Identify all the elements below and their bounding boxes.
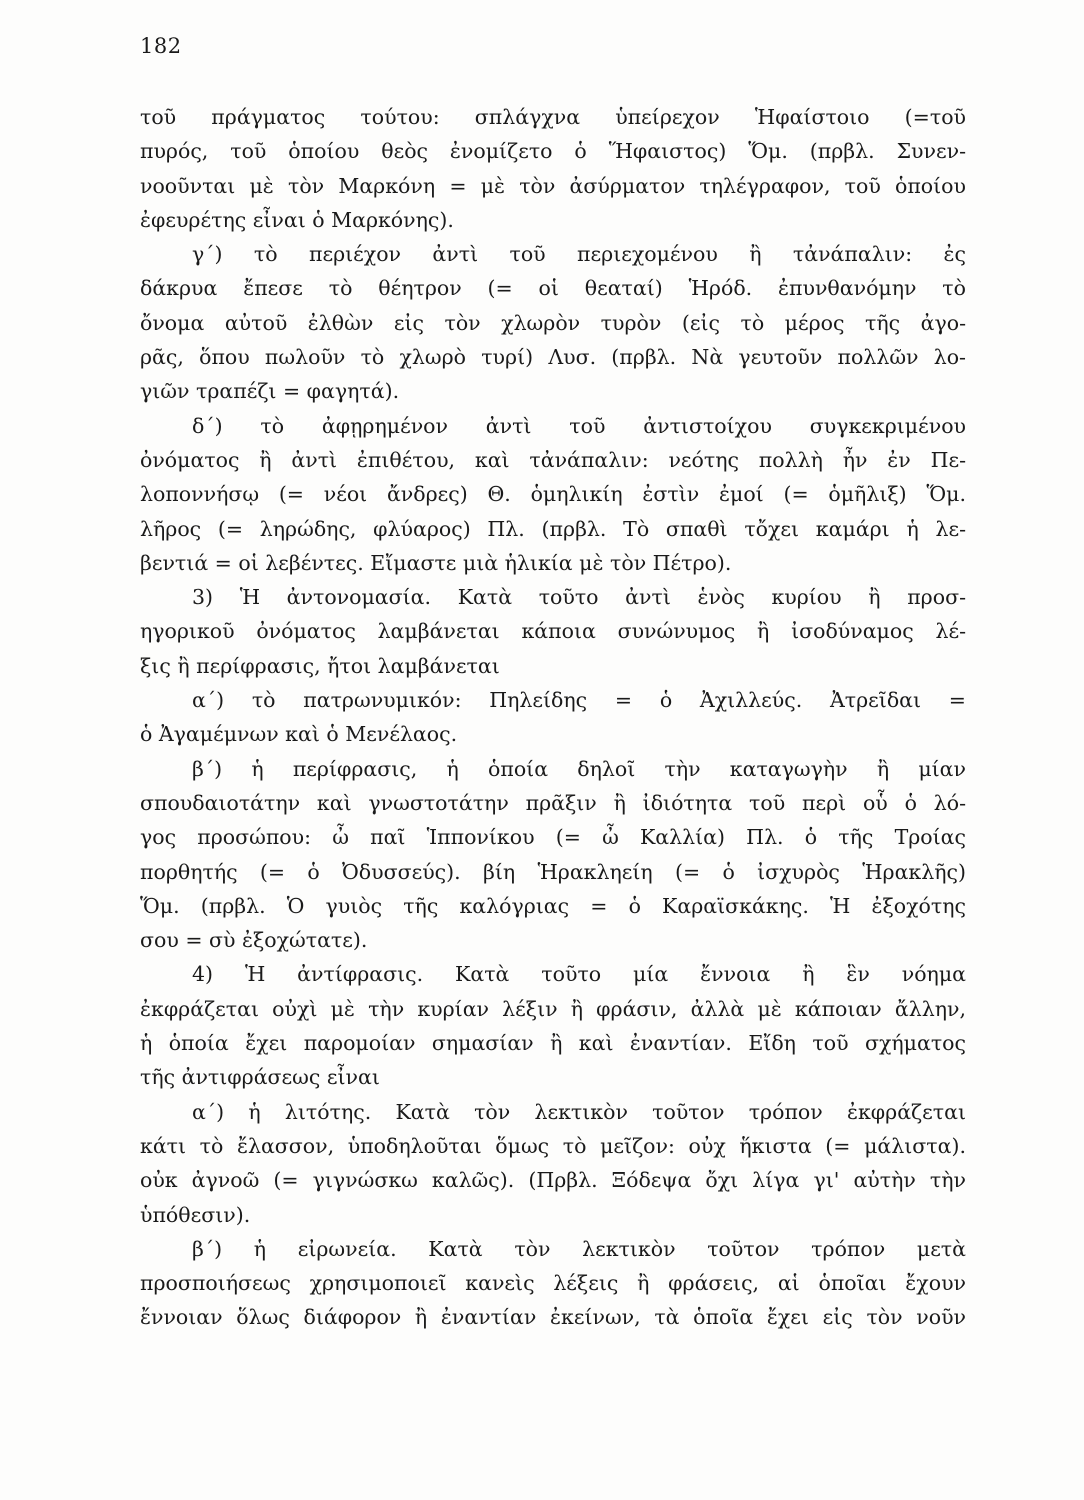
text-line: Ὅμ. (πρβλ. Ὁ γυιὸς τῆς καλόγριας = ὁ Καραϊσκάκης. Ἡ ἐξοχότης — [140, 893, 966, 918]
text-line: δάκρυα ἔπεσε τὸ θέητρον (= οἱ θεαταί) Ἡρόδ. ἐπυνθανόμην τὸ — [140, 276, 966, 301]
text-line: ἐκφράζεται οὐχὶ μὲ τὴν κυρίαν λέξιν ἢ φράσιν, ἀλλὰ μὲ κάποιαν ἄλλην, — [140, 996, 966, 1021]
text-line: τῆς ἀντιφράσεως εἶναι — [140, 1065, 380, 1090]
text-line: ὁ Ἀγαμέμνων καὶ ὁ Μενέλαος. — [140, 722, 458, 747]
text-line: ἡ ὁποία ἔχει παρομοίαν σημασίαν ἢ καὶ ἐναντίαν. Εἴδη τοῦ σχήματος — [140, 1031, 966, 1056]
text-line: ἐφευρέτης εἶναι ὁ Μαρκόνης). — [140, 207, 454, 232]
text-line: 3) Ἡ ἀντονομασία. Κατὰ τοῦτο ἀντὶ ἑνὸς κυρίου ἢ προσ- — [192, 585, 966, 610]
text-line: ὄνομα αὐτοῦ ἐλθὼν εἰς τὸν χλωρὸν τυρὸν (εἰς τὸ μέρος τῆς ἀγο- — [140, 310, 966, 335]
text-line: γ΄) τὸ περιέχον ἀντὶ τοῦ περιεχομένου ἢ τἀνάπαλιν: ἐς — [192, 242, 966, 267]
text-line: ρᾶς, ὅπου πωλοῦν τὸ χλωρὸ τυρί) Λυσ. (πρβλ. Νὰ γευτοῦν πολλῶν λο- — [140, 345, 966, 370]
text-line: γος προσώπου: ὦ παῖ Ἱππονίκου (= ὦ Καλλία) Πλ. ὁ τῆς Τροίας — [140, 825, 966, 850]
text-line: ηγορικοῦ ὀνόματος λαμβάνεται κάποια συνώνυμος ἢ ἰσοδύναμος λέ- — [140, 619, 966, 644]
text-line: δ΄) τὸ ἀφῃρημένον ἀντὶ τοῦ ἀντιστοίχου συγκεκριμένου — [192, 413, 966, 438]
text-line: 4) Ἡ ἀντίφρασις. Κατὰ τοῦτο μία ἔννοια ἢ ἓν νόημα — [192, 962, 966, 987]
text-line: ξις ἢ περίφρασις, ἤτοι λαμβάνεται — [140, 653, 500, 678]
text-line: α΄) τὸ πατρωνυμικόν: Πηλείδης = ὁ Ἀχιλλεύς. Ἀτρεῖδαι = — [192, 688, 966, 713]
text-line: πυρός, τοῦ ὁποίου θεὸς ἐνομίζετο ὁ Ἥφαιστος) Ὅμ. (πρβλ. Συνεν- — [140, 139, 966, 164]
text-line: τοῦ πράγματος τούτου: σπλάγχνα ὑπείρεχον Ἡφαίστοιο (=τοῦ — [140, 105, 966, 129]
text-line: σπουδαιοτάτην καὶ γνωστοτάτην πρᾶξιν ἢ ἰδιότητα τοῦ περὶ οὗ ὁ λό- — [140, 790, 966, 815]
text-line: οὐκ ἀγνοῶ (= γιγνώσκω καλῶς). (Πρβλ. Ξόδεψα ὄχι λίγα γι' αὐτὴν τὴν — [140, 1168, 966, 1193]
text-line: ὀνόματος ἢ ἀντὶ ἐπιθέτου, καὶ τἀνάπαλιν: νεότης πολλὴ ἦν ἐν Πε- — [140, 447, 966, 472]
page-number: 182 — [140, 34, 182, 58]
text-line: λῆρος (= ληρώδης, φλύαρος) Πλ. (πρβλ. Τὸ σπαθὶ τὄχει καμάρι ἡ λε- — [140, 516, 966, 541]
text-line: ἔννοιαν ὅλως διάφορον ἢ ἐναντίαν ἐκείνων, τὰ ὁποῖα ἔχει εἰς τὸν νοῦν — [140, 1305, 966, 1330]
body-text — [140, 100, 966, 1335]
text-line: λοποννήσῳ (= νέοι ἄνδρες) Θ. ὁμηλικίη ἐστὶν ἐμοί (= ὁμῆλιξ) Ὅμ. — [140, 482, 966, 507]
text-line: α΄) ἡ λιτότης. Κατὰ τὸν λεκτικὸν τοῦτον τρόπον ἐκφράζεται — [192, 1099, 966, 1124]
text-line: γιῶν τραπέζι = φαγητά). — [140, 379, 400, 404]
text-line: β΄) ἡ εἰρωνεία. Κατὰ τὸν λεκτικὸν τοῦτον τρόπον μετὰ — [192, 1236, 966, 1261]
text-line: νοοῦνται μὲ τὸν Μαρκόνη = μὲ τὸν ἀσύρματον τηλέγραφον, τοῦ ὁποίου — [140, 173, 966, 198]
text-line: ὑπόθεσιν). — [140, 1202, 251, 1227]
text-line: κάτι τὸ ἔλασσον, ὑποδηλοῦται ὅμως τὸ μεῖζον: οὐχ ἥκιστα (= μάλιστα). — [140, 1133, 966, 1158]
text-line: σου = σὺ ἐξοχώτατε). — [140, 928, 368, 953]
text-line: πορθητής (= ὁ Ὀδυσσεύς). βίη Ἡρακληείη (= ὁ ἰσχυρὸς Ἡρακλῆς) — [140, 859, 966, 884]
text-line: προσποιήσεως χρησιμοποιεῖ κανεὶς λέξεις ἢ φράσεις, αἱ ὁποῖαι ἔχουν — [140, 1271, 966, 1296]
text-line: βεντιά = οἱ λεβέντες. Εἴμαστε μιὰ ἡλικία μὲ τὸν Πέτρο). — [140, 550, 732, 575]
text-line: β΄) ἡ περίφρασις, ἡ ὁποία δηλοῖ τὴν καταγωγὴν ἢ μίαν — [192, 756, 966, 781]
